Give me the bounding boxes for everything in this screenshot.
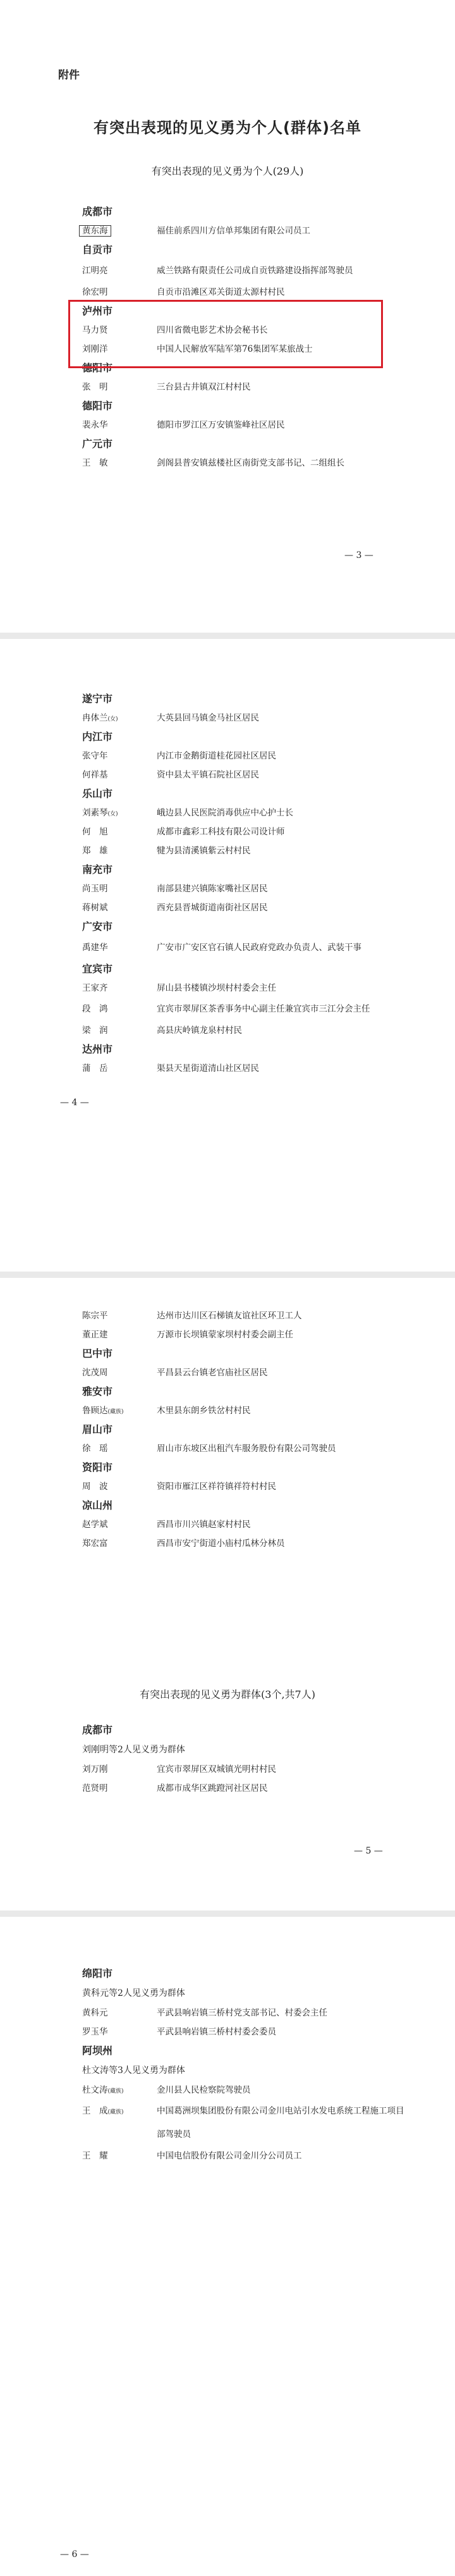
document-page-3 [0, 1278, 455, 1910]
person-description: 峨边县人民医院消毒供应中心护士长 [157, 808, 293, 818]
list-item [82, 879, 411, 898]
city-heading: 凉山州 [82, 1499, 113, 1511]
page4-groups [82, 1964, 411, 2165]
city-heading: 资阳市 [82, 1461, 113, 1473]
list-item [82, 841, 411, 860]
ethnicity-note: (女) [107, 716, 118, 722]
name-text: 刘万刚 [82, 1764, 108, 1774]
city-heading: 成都市 [82, 206, 113, 218]
name-text: 杜文涛 [82, 2085, 108, 2095]
person-name [82, 879, 145, 898]
name-text: 冉体兰 [82, 713, 108, 723]
name-text: 马力贤 [82, 325, 108, 335]
page3-pre-list [82, 1306, 411, 1344]
list-item [82, 979, 411, 998]
person-description: 大英县回马镇金马社区居民 [157, 713, 259, 723]
person-name [82, 378, 145, 397]
name-text: 梁 润 [82, 1025, 108, 1036]
name-text: 刘素琴 [82, 808, 108, 818]
list-item [82, 1363, 411, 1382]
person-description: 中国人民解放军陆军第76集团军某旅战士 [157, 344, 313, 354]
person-name [82, 1059, 145, 1078]
list-item [82, 1401, 411, 1420]
name-text: 刘刚洋 [82, 344, 108, 354]
individual-section-title: 有突出表现的见义勇为个人(29人) [151, 165, 304, 177]
name-text: 王 敏 [82, 458, 108, 468]
list-item [82, 1325, 411, 1344]
person-name [82, 765, 145, 784]
name-text: 黄东海 [79, 225, 111, 237]
city-heading: 雅安市 [82, 1385, 113, 1397]
page3-groups [82, 1721, 411, 1798]
list-item [82, 998, 411, 1021]
list-item [82, 709, 411, 728]
person-description: 渠县天星街道清山社区居民 [157, 1063, 259, 1074]
person-description: 金川县人民检察院驾驶员 [157, 2085, 251, 2095]
person-description: 成都市鑫彩工科技有限公司设计师 [157, 827, 285, 837]
person-name [82, 221, 145, 240]
page-number: — 6 — [60, 2549, 89, 2560]
person-name [82, 1021, 145, 1040]
name-text: 董正建 [82, 1330, 108, 1340]
page-number: — 3 — [344, 550, 373, 560]
name-text: 徐 瑶 [82, 1444, 108, 1454]
page-number: — 4 — [60, 1098, 89, 1108]
name-text: 王家齐 [82, 983, 108, 993]
appendix-label: 附件 [58, 69, 80, 82]
city-heading: 成都市 [82, 1724, 113, 1736]
city-heading: 宜宾市 [82, 963, 113, 975]
name-text: 范贤明 [82, 1783, 108, 1793]
name-text: 鲁顾达 [82, 1406, 108, 1416]
person-description: 南部县建兴镇陈家嘴社区居民 [157, 884, 268, 894]
person-description: 威兰铁路有限责任公司成自贡铁路建设指挥部驾驶员 [157, 266, 353, 276]
list-item [82, 416, 411, 435]
person-description: 四川省微电影艺术协会秘书长 [157, 325, 268, 335]
person-description: 犍为县清溪镇紫云村村民 [157, 846, 251, 856]
list-item [82, 1515, 411, 1534]
person-name [82, 998, 145, 1021]
person-description: 剑阁县普安镇兹楼社区南街党支部书记、二组组长 [157, 458, 344, 468]
group-section-title: 有突出表现的见义勇为群体(3个,共7人) [140, 1688, 315, 1700]
person-name [82, 2146, 145, 2165]
group-title: 黄科元等2人见义勇为群体 [82, 1988, 185, 1998]
name-text: 罗玉华 [82, 2027, 108, 2037]
person-description: 内江市金鹅街道桂花园社区居民 [157, 751, 276, 761]
person-name [82, 454, 145, 473]
person-name [82, 841, 145, 860]
person-name [82, 2003, 145, 2022]
city-heading: 绵阳市 [82, 1967, 113, 1979]
list-item [82, 378, 411, 397]
person-name [82, 1534, 145, 1553]
list-item [82, 1477, 411, 1496]
person-description: 平武县响岩镇三桥村村委会委员 [157, 2027, 276, 2037]
person-description: 德阳市罗江区万安镇鉴峰社区居民 [157, 420, 285, 430]
person-name [82, 979, 145, 998]
list-item [82, 1439, 411, 1458]
name-text: 张守年 [82, 751, 108, 761]
person-name [82, 1477, 145, 1496]
city-heading: 德阳市 [82, 362, 113, 374]
person-name [82, 1363, 145, 1382]
person-name [82, 936, 145, 960]
person-description: 木里县东朗乡铁岔村村民 [157, 1406, 251, 1416]
person-description: 西昌市川兴镇赵家村村民 [157, 1520, 251, 1530]
city-heading: 阿坝州 [82, 2045, 113, 2057]
name-text: 江明亮 [82, 266, 108, 276]
person-name [82, 709, 145, 729]
person-description: 平武县响岩镇三桥村党支部书记、村委会主任 [157, 2008, 327, 2018]
list-item [82, 1760, 411, 1779]
list-item [82, 803, 411, 822]
person-name [82, 1515, 145, 1534]
person-description: 中国电信股份有限公司金川分公司员工 [157, 2151, 302, 2161]
list-item [82, 822, 411, 841]
city-heading: 广安市 [82, 920, 113, 932]
name-text: 周 波 [82, 1482, 108, 1492]
list-item [82, 1779, 411, 1798]
name-text: 陈宗平 [82, 1311, 108, 1321]
page-number: — 5 — [354, 1846, 383, 1856]
document-page-4 [0, 1917, 455, 2576]
list-item [82, 1021, 411, 1040]
list-item [82, 2100, 411, 2146]
person-description: 宜宾市翠屏区茶香事务中心副主任兼宜宾市三江分会主任 [157, 1004, 370, 1014]
document-page-2 [0, 639, 455, 1272]
name-text: 何祥基 [82, 770, 108, 780]
city-heading: 巴中市 [82, 1347, 113, 1359]
ethnicity-note: (女) [107, 811, 118, 817]
document-page-1 [0, 0, 455, 633]
list-item [82, 1059, 411, 1078]
name-text: 裴永华 [82, 420, 108, 430]
person-name [82, 822, 145, 841]
highlight-box [68, 300, 383, 368]
ethnicity-note: (藏族) [107, 1409, 124, 1415]
list-item [82, 2003, 411, 2022]
person-name [82, 1439, 145, 1458]
person-name [82, 1779, 145, 1798]
list-item [82, 2081, 411, 2100]
page2-list [82, 690, 411, 1078]
name-text: 尚玉明 [82, 884, 108, 894]
list-item [82, 1534, 411, 1553]
list-item [82, 1306, 411, 1325]
list-item [82, 259, 411, 283]
list-item [82, 898, 411, 917]
name-text: 禹建华 [82, 943, 108, 953]
list-item [82, 2022, 411, 2041]
group-title: 刘刚明等2人见义勇为群体 [82, 1745, 185, 1755]
city-heading: 德阳市 [82, 400, 113, 412]
list-item [82, 454, 411, 473]
person-description: 广安市广安区官石镇人民政府党政办负责人、武装干事 [157, 943, 361, 953]
name-text: 张 明 [82, 382, 108, 392]
city-heading: 广元市 [82, 438, 113, 450]
name-text: 沈茂周 [82, 1368, 108, 1378]
name-text: 蒲 岳 [82, 1063, 108, 1074]
ethnicity-note: (藏族) [107, 2109, 124, 2115]
person-description: 资阳市雁江区祥符镇祥符村村民 [157, 1482, 276, 1492]
person-description: 万源市长坝镇蒙家坝村村委会副主任 [157, 1330, 293, 1340]
person-description: 福佳前系四川方信单邦集团有限公司员工 [157, 226, 310, 236]
person-name [82, 1325, 145, 1344]
document-title: 有突出表现的见义勇为个人(群体)名单 [94, 119, 361, 137]
list-item [82, 765, 411, 784]
person-name [82, 2081, 145, 2101]
person-description: 成都市成华区跳蹬河社区居民 [157, 1783, 268, 1793]
city-heading: 眉山市 [82, 1423, 113, 1435]
name-text: 郑 雄 [82, 846, 108, 856]
city-heading: 乐山市 [82, 788, 113, 800]
list-item [82, 936, 411, 960]
name-text: 王 耀 [82, 2151, 108, 2161]
name-text: 赵学斌 [82, 1520, 108, 1530]
person-description: 西充县晋城街道南街社区居民 [157, 903, 268, 913]
person-description: 自贡市沿滩区邓关街道太源村村民 [157, 287, 285, 297]
city-heading: 泸州市 [82, 305, 113, 317]
person-name [82, 259, 145, 283]
person-name [82, 416, 145, 435]
person-description: 达州市达川区石梯镇友谊社区环卫工人 [157, 1311, 302, 1321]
list-item [82, 746, 411, 765]
city-heading: 南充市 [82, 864, 113, 876]
person-description: 中国葛洲坝集团股份有限公司金川电站引水发电系统工程施工项目部驾驶员 [157, 2106, 404, 2139]
list-item [82, 221, 411, 240]
person-name [82, 2100, 145, 2124]
person-description: 屏山县书楼镇沙坝村村委会主任 [157, 983, 276, 993]
list-item [82, 283, 411, 302]
person-name [82, 746, 145, 765]
person-name [82, 898, 145, 917]
person-description: 宜宾市翠屏区双城镇光明村村民 [157, 1764, 276, 1774]
name-text: 黄科元 [82, 2008, 108, 2018]
person-name [82, 1760, 145, 1779]
name-text: 段 鸿 [82, 1004, 108, 1014]
city-heading: 内江市 [82, 731, 113, 743]
name-text: 何 旭 [82, 827, 108, 837]
city-heading: 遂宁市 [82, 693, 113, 705]
person-description: 高县庆岭镇龙泉村村民 [157, 1025, 242, 1036]
city-heading: 达州市 [82, 1043, 113, 1055]
person-name [82, 2022, 145, 2041]
name-text: 徐宏明 [82, 287, 108, 297]
page3-list [82, 1344, 411, 1553]
name-text: 郑宏富 [82, 1539, 108, 1549]
person-description: 资中县太平镇石院社区居民 [157, 770, 259, 780]
city-heading: 自贡市 [82, 244, 113, 256]
name-text: 王 成 [82, 2106, 108, 2116]
person-description: 平昌县云台镇老官庙社区居民 [157, 1368, 268, 1378]
person-description: 三台县古井镇双江村村民 [157, 382, 251, 392]
name-text: 蒋树斌 [82, 903, 108, 913]
person-name [82, 803, 145, 824]
person-description: 眉山市东坡区出租汽车服务股份有限公司驾驶员 [157, 1444, 336, 1454]
person-name [82, 283, 145, 302]
person-name [82, 1401, 145, 1421]
person-name [82, 1306, 145, 1325]
person-description: 西昌市安宁街道小庙村瓜林分林员 [157, 1539, 285, 1549]
list-item [82, 2146, 411, 2165]
group-title: 杜文涛等3人见义勇为群体 [82, 2065, 185, 2076]
ethnicity-note: (藏族) [107, 2088, 124, 2095]
